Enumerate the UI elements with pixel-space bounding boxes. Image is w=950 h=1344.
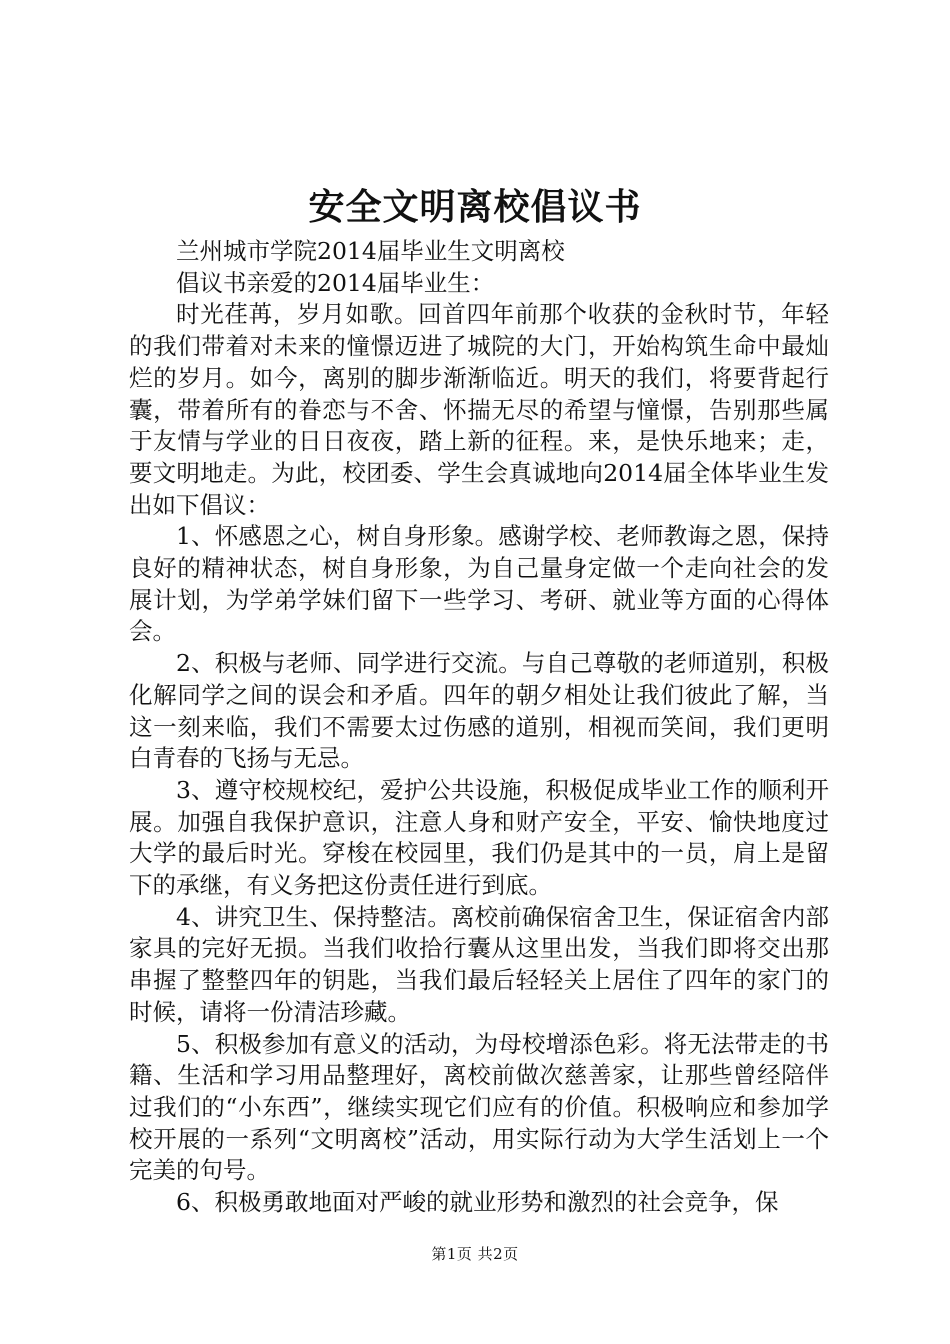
document-title: 安全文明离校倡议书: [308, 186, 642, 228]
body-paragraph: 兰州城市学院2014届毕业生文明离校: [176, 237, 565, 265]
body-paragraph: 2、积极与老师、同学进行交流。与自己尊敬的老师道别，积极化解同学之间的误会和矛盾。四年的朝夕相处让我们彼此了解，当这一刻来临，我们不需要太过伤感的道别，相视而笑间，我们更明白青春的飞扬与无忌。: [129, 649, 829, 773]
body-paragraph: 6、积极勇敢地面对严峻的就业形势和激烈的社会竞争，保: [176, 1188, 779, 1217]
body-paragraph: 时光荏苒，岁月如歌。回首四年前那个收获的金秋时节，年轻的我们带着对未来的憧憬迈进了城院的大门，开始构筑生命中最灿烂的岁月。如今，离别的脚步渐渐临近。明天的我们，将要背起行囊，带着所有的眷恋与不舍、怀揣无尽的希望与憧憬，告别那些属于友情与学业的日日夜夜，踏上新的征程。来，是快乐地来；走，要文明地走。为此，校团委、学生会真诚地向2014届全体毕业生发出如下倡议：: [129, 300, 829, 519]
body-paragraph: 3、遵守校规校纪，爱护公共设施，积极促成毕业工作的顺利开展。加强自我保护意识，注意人身和财产安全，平安、愉快地度过大学的最后时光。穿梭在校园里，我们仍是其中的一员，肩上是留下的承继，有义务把这份责任进行到底。: [129, 775, 829, 900]
body-paragraph: 5、积极参加有意义的活动，为母校增添色彩。将无法带走的书籍、生活和学习用品整理好，离校前做次慈善家，让那些曾经陪伴过我们的“小东西”，继续实现它们应有的价值。积极响应和参加学校开展的一系列“文明离校”活动，用实际行动为大学生活划上一个完美的句号。: [129, 1029, 829, 1185]
page-number-footer: 第1页 共2页: [431, 1245, 519, 1263]
body-paragraph: 倡议书亲爱的2014届毕业生：: [176, 268, 495, 297]
body-paragraph: 4、讲究卫生、保持整洁。离校前确保宿舍卫生，保证宿舍内部家具的完好无损。当我们收拾行囊从这里出发，当我们即将交出那串握了整整四年的钥匙，当我们最后轻轻关上居住了四年的家门的时候，请将一份清洁珍藏。: [129, 902, 829, 1026]
body-paragraph: 1、怀感恩之心，树自身形象。感谢学校、老师教诲之恩，保持良好的精神状态，树自身形象，为自己量身定做一个走向社会的发展计划，为学弟学妹们留下一些学习、考研、就业等方面的心得体会。: [129, 522, 829, 646]
document-body: [129, 236, 829, 1219]
